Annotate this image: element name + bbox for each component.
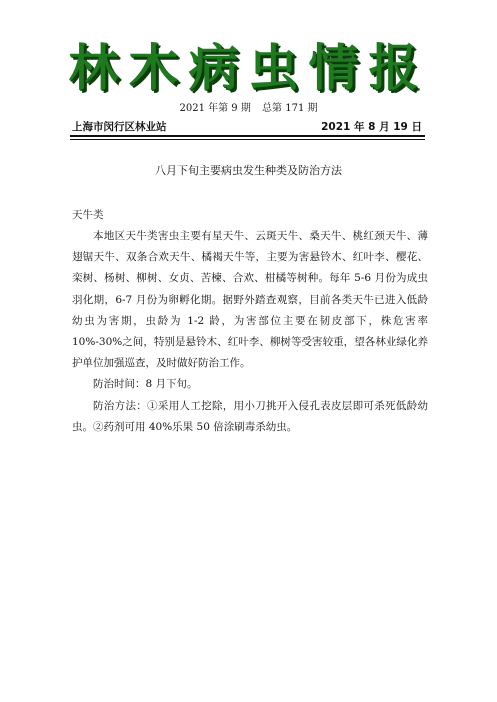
issue-line xyxy=(0,102,497,116)
issue-total-number: 总第 171 期 xyxy=(262,103,318,114)
masthead-title: 林木病虫情报 xyxy=(68,39,429,97)
publish-date: 2021 年 8 月 19 日 xyxy=(321,121,422,133)
paragraph-overview: 本地区天牛类害虫主要有星天牛、云斑天牛、桑天牛、桃红颈天牛、薄翅锯天牛、双条合欢天牛、橘褐天牛等，主要为害悬铃木、红叶李、樱花、栾树、杨树、柳树、女贞、苦楝、合欢、柑橘等树种。每年 5-6 月份为成虫羽化期，6-7 月份为卵孵化期。据野外踏查观察，目前各类天牛已进入低龄幼虫为害期，虫龄为 1-2 龄，为害部位主要在韧皮部下，株危害率 10%-30%之间，特别是悬铃木、红叶李、柳树等受害较重，望各林业绿化养护单位加强巡查，及时做好防治工作。 xyxy=(72,230,428,370)
paragraph-control-method: 防治方法：①采用人工挖除，用小刀挑开入侵孔表皮层即可杀死低龄幼虫。②药剂可用 40%乐果 50 倍涂刷毒杀幼虫。 xyxy=(72,399,428,433)
paragraph-control-time: 防治时间：8 月下旬。 xyxy=(93,378,198,391)
issue-year-number: 2021 年第 9 期 xyxy=(179,103,251,114)
header-rule-thin xyxy=(70,139,425,140)
header-rule-thick xyxy=(70,135,425,137)
publisher-name: 上海市闵行区林业站 xyxy=(72,121,167,133)
section-heading: 天牛类 xyxy=(72,209,104,221)
article-title: 八月下旬主要病虫发生种类及防治方法 xyxy=(155,164,342,177)
article-body xyxy=(72,226,428,438)
